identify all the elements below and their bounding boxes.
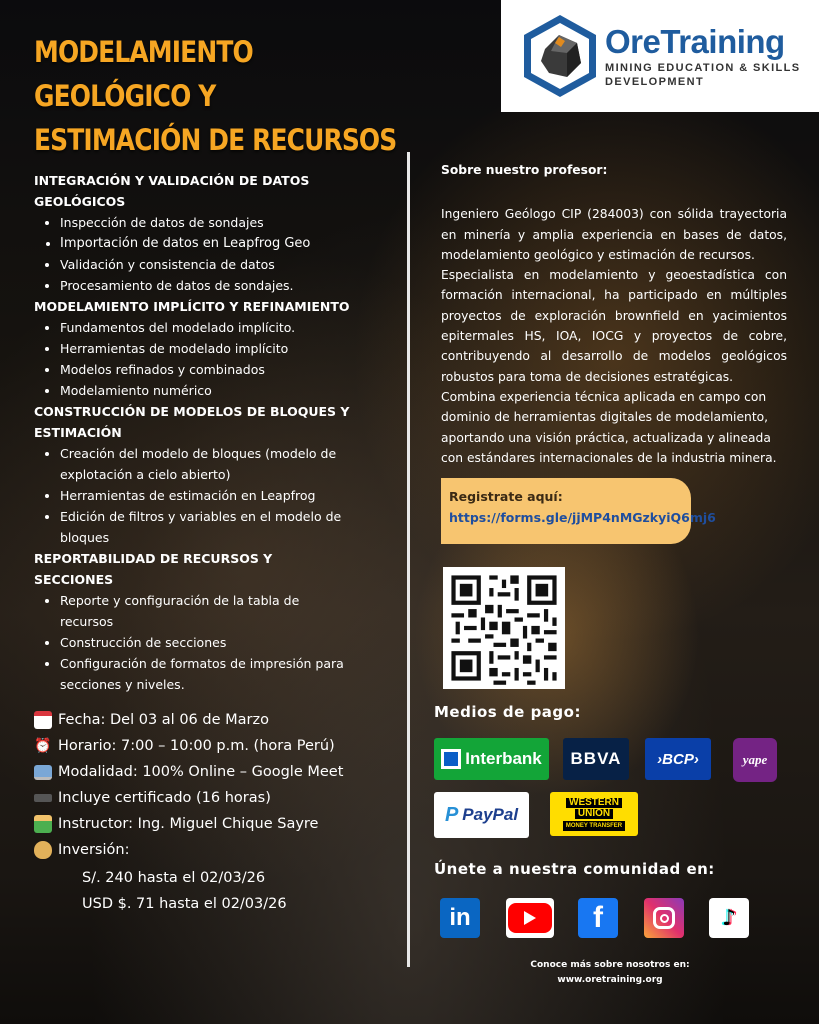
hexagon-rock-icon [521,13,599,99]
paypal-logo [434,792,529,838]
facebook-icon[interactable] [578,898,618,938]
certificado-row [34,785,374,811]
section-heading-datos: INTEGRACIÓN Y VALIDACIÓN DE DATOS GEOLÓGICOS [34,173,310,209]
modalidad-text: Modalidad: 100% Online – Google Meet [58,764,344,780]
logo-name: OreTraining [605,23,785,60]
paypal-p-icon: P [444,803,459,826]
section-list-bloques [34,443,354,548]
list-item: • Herramientas de estimación en Leapfrog [60,485,354,506]
laptop-icon [34,765,52,780]
footer [520,958,700,988]
section-heading-modelamiento: MODELAMIENTO IMPLÍCITO Y REFINAMIENTO [34,299,350,314]
registration-link[interactable]: https://forms.gle/jjMP4nMGzkyiQ6mj6 [449,510,716,525]
tiktok-icon[interactable] [709,898,749,938]
instagram-icon[interactable] [644,898,684,938]
wu-line2: UNION [575,809,613,819]
list-item: • Configuración de formatos de impresión para secciones y niveles. [60,653,354,695]
list-item: • Modelos refinados y combinados [60,359,354,380]
fecha-row [34,707,374,733]
modalidad-row [34,759,374,785]
graduation-cap-icon [34,794,52,802]
youtube-icon[interactable] [506,898,554,938]
professor-info [441,160,787,468]
section-list-reportabilidad [34,590,354,695]
section-list-datos [34,212,354,296]
list-item: • Reporte y configuración de la tabla de recursos [60,590,354,632]
inversion-row [34,837,374,863]
yape-label: yape [742,752,768,767]
oretraining-logo [501,0,819,112]
registration-box [441,478,716,544]
professor-paragraph-2: Especialista en modelamiento y geoestadística con formación internacional, ha participado en múltiples proyectos de exploración brownfield en yacimientos epitermales HS, IOA, IOCG y proyectos de cobre, contribuyendo al desarrollo de modelos geológicos robustos para toma de decisiones estratégicas. [441,268,787,384]
instagram-camera-icon [653,907,675,929]
youtube-play-icon [508,903,552,933]
list-item: • Creación del modelo de bloques (modelo de explotación a cielo abierto) [60,443,354,485]
section-heading-reportabilidad: REPORTABILIDAD DE RECURSOS Y SECCIONES [34,551,273,587]
bbva-logo [563,738,629,780]
tiktok-note-icon: ♪ [721,905,737,931]
bcp-label: ›BCP› [657,750,699,768]
list-item: • Fundamentos del modelado implícito. [60,317,354,338]
price-pen: S/. 240 hasta el 02/03/26 [82,870,266,886]
wu-line1: WESTERN [566,798,622,808]
column-divider [407,152,410,967]
horario-row [34,733,374,759]
logo-tagline-1: MINING EDUCATION & SKILLS [605,62,801,74]
wu-line3: MONEY TRANSFER [563,821,625,831]
calendar-icon [34,711,52,729]
horario-text: Horario: 7:00 – 10:00 p.m. (hora Perú) [58,738,335,754]
footer-website-link[interactable]: www.oretraining.org [557,975,663,985]
community-heading: Únete a nuestra comunidad en: [434,860,715,878]
list-item: • Inspección de datos de sondajes [60,212,354,233]
certificado-text: Incluye certificado (16 horas) [58,790,271,806]
curriculum [34,170,354,695]
footer-line1: Conoce más sobre nosotros en: [530,960,690,970]
bcp-logo [645,738,711,780]
qr-code[interactable] [443,567,565,689]
list-item: • Herramientas de modelado implícito [60,338,354,359]
list-item: • Validación y consistencia de datos [60,254,354,275]
yape-logo [733,738,777,782]
course-title-line2: ESTIMACIÓN DE RECURSOS [34,123,397,157]
facebook-label: f [593,901,603,934]
paypal-label: PayPal [462,805,519,824]
linkedin-icon[interactable] [440,898,480,938]
interbank-logo [434,738,549,780]
linkedin-label: in [449,904,471,931]
course-details [34,707,374,917]
price-usd: USD $. 71 hasta el 02/03/26 [82,896,287,912]
logo-tagline-2: DEVELOPMENT [605,76,705,88]
list-item: • Construcción de secciones [60,632,354,653]
instructor-text: Instructor: Ing. Miguel Chique Sayre [58,816,319,832]
section-heading-bloques: CONSTRUCCIÓN DE MODELOS DE BLOQUES Y ESTIMACIÓN [34,404,350,440]
bbva-label: BBVA [570,749,622,768]
professor-heading: Sobre nuestro profesor: [441,163,608,177]
list-item: • Edición de filtros y variables en el modelo de bloques [60,506,354,548]
course-title [34,30,412,162]
inversion-text: Inversión: [58,842,130,858]
professor-paragraph-3: Combina experiencia técnica aplicada en campo con dominio de herramientas digitales de modelamiento, aportando una visión práctica, actualizada y alineada con estándares internacionales de la industria minera. [441,389,777,465]
list-item: • Importación de datos en Leapfrog Geo [60,233,354,254]
payment-heading: Medios de pago: [434,703,581,721]
section-list-modelamiento [34,317,354,401]
interbank-label: Interbank [465,749,542,768]
registration-label: Registrate aquí: [449,489,563,504]
list-item: • Procesamiento de datos de sondajes. [60,275,354,296]
course-title-line1: MODELAMIENTO GEOLÓGICO Y [34,35,253,113]
fecha-text: Fecha: Del 03 al 06 de Marzo [58,712,269,728]
interbank-square-icon [441,749,461,769]
instructor-row [34,811,374,837]
money-bag-icon [34,841,52,859]
western-union-logo [550,792,638,836]
teacher-icon [34,815,52,833]
professor-paragraph-1: Ingeniero Geólogo CIP (284003) con sólida trayectoria en minería y amplia experiencia en bases de datos, modelamiento geológico y estimación de recursos. [441,207,787,262]
list-item: • Modelamiento numérico [60,380,354,401]
alarm-clock-icon: ⏰ [34,738,52,754]
